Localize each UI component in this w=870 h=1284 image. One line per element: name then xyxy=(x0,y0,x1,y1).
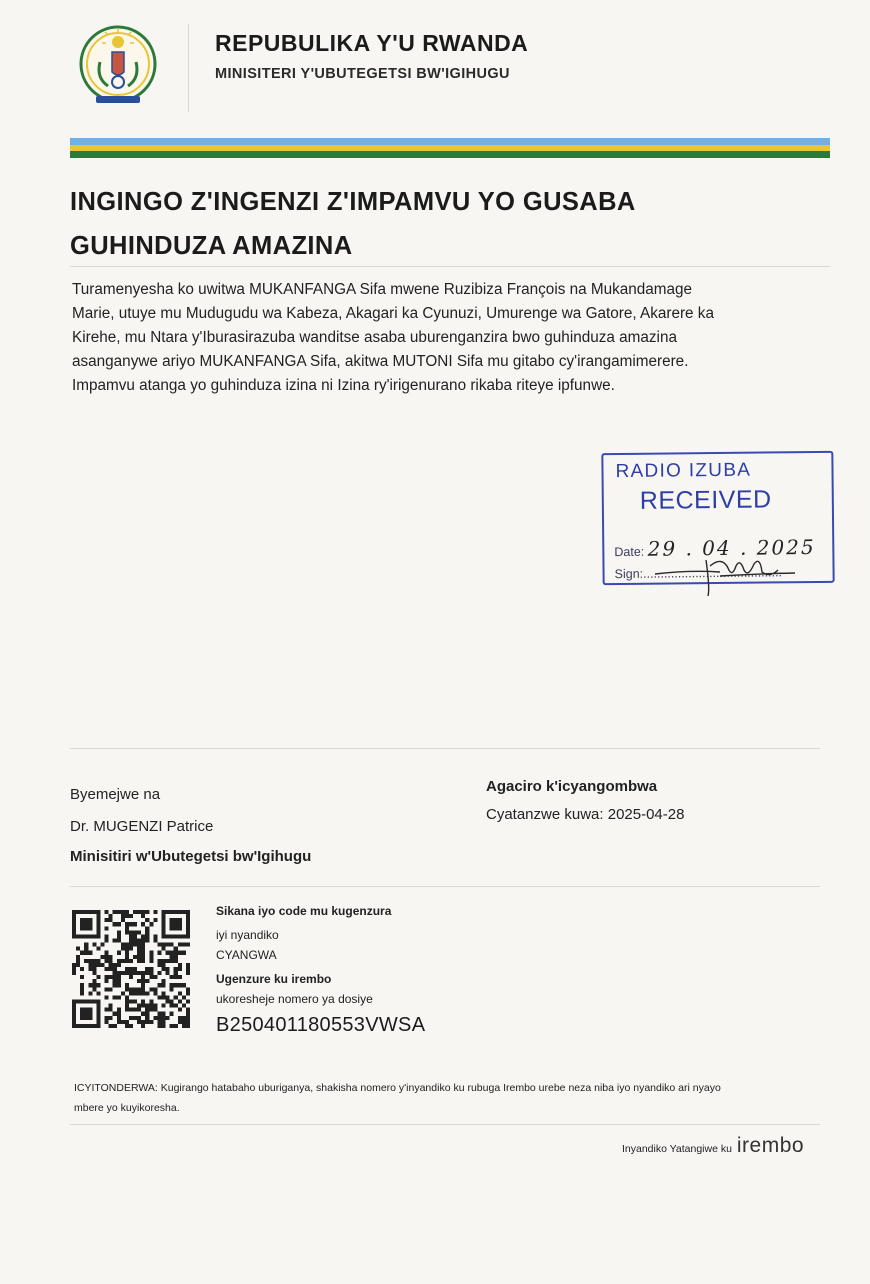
stamp-received: RECEIVED xyxy=(639,485,772,515)
divider xyxy=(70,748,820,749)
footer-text: Inyandiko Yatangiwe ku xyxy=(622,1143,732,1155)
approver-name: Dr. MUGENZI Patrice xyxy=(70,818,214,835)
flag-stripe-green xyxy=(70,151,830,158)
notice-line xyxy=(74,1078,814,1098)
notice-text: Kugirango hatabaho uburiganya, shakisha nomero y'inyandiko ku rubuga Irembo urebe neza niba iyo nyandiko ari nyayo xyxy=(160,1082,721,1094)
reference-number: B250401180553VWSA xyxy=(216,1014,426,1036)
document-body xyxy=(72,278,832,398)
stamp-station: RADIO IZUBA xyxy=(615,459,752,483)
body-line: Impamvu atanga yo guhinduza izina ni Izina ry'irigenurano rikaba riteye ipfunwe. xyxy=(72,377,615,394)
approver-role: Minisitiri w'Ubutegetsi bw'Igihugu xyxy=(70,848,312,865)
approved-by-label: Byemejwe na xyxy=(70,786,161,803)
republic-title: REPUBULIKA Y'U RWANDA xyxy=(215,30,529,56)
divider xyxy=(70,1124,820,1125)
verification-line: Ugenzure ku irembo xyxy=(216,972,332,986)
document-title-line: GUHINDUZA AMAZINA xyxy=(70,232,353,260)
document-title xyxy=(70,180,830,268)
notice-label: ICYITONDERWA: xyxy=(74,1082,158,1094)
qr-code-icon xyxy=(72,910,190,1028)
handwritten-signature xyxy=(650,548,800,598)
national-emblem-icon xyxy=(78,22,158,110)
verification-or: CYANGWA xyxy=(216,948,277,962)
header-divider xyxy=(188,24,189,112)
body-line: Turamenyesha ko uwitwa MUKANFANGA Sifa mwene Ruzibiza François na Mukandamage xyxy=(72,281,693,298)
body-line: Kirehe, mu Ntara y'Iburasirazuba wanditse asaba uburenganzira bwo guhinduza amazina xyxy=(72,329,677,346)
document-title-line: INGINGO Z'INGENZI Z'IMPAMVU YO GUSABA xyxy=(70,188,636,216)
verification-line: ukoresheje nomero ya dosiye xyxy=(216,992,373,1006)
footer xyxy=(622,1134,804,1158)
stamp-date-value: 29 . 04 . 2025 xyxy=(647,534,816,561)
stamp-date-label: Date: xyxy=(614,544,645,560)
irembo-logo: irembo xyxy=(736,1134,805,1157)
stamp-sign-label: Sign: xyxy=(614,566,644,582)
verification-line: Sikana iyo code mu kugenzura xyxy=(216,904,392,918)
issue-date: Cyatanzwe kuwa: 2025-04-28 xyxy=(486,806,685,823)
divider xyxy=(70,266,830,267)
divider xyxy=(70,886,820,887)
body-line: Marie, utuye mu Mudugudu wa Kabeza, Akagari ka Cyunuzi, Umurenge wa Gatore, Akarere ka xyxy=(72,305,714,322)
stamp-sign: Sign:........................................ xyxy=(614,565,783,582)
body-line: asanganywe ariyo MUKANFANGA Sifa, akitwa MUTONI Sifa mu gitabo cy'irangamimerere. xyxy=(72,353,689,370)
verification-line: iyi nyandiko xyxy=(216,928,279,942)
notice xyxy=(74,1078,814,1118)
flag-stripe xyxy=(70,138,830,158)
ministry-title: MINISITERI Y'UBUTEGETSI BW'IGIHUGU xyxy=(215,66,510,82)
notice-line: mbere yo kuyikoresha. xyxy=(74,1102,180,1114)
flag-stripe-blue xyxy=(70,138,830,145)
flag-stripe-yellow xyxy=(70,145,830,152)
validity-label: Agaciro k'icyangombwa xyxy=(486,778,658,795)
